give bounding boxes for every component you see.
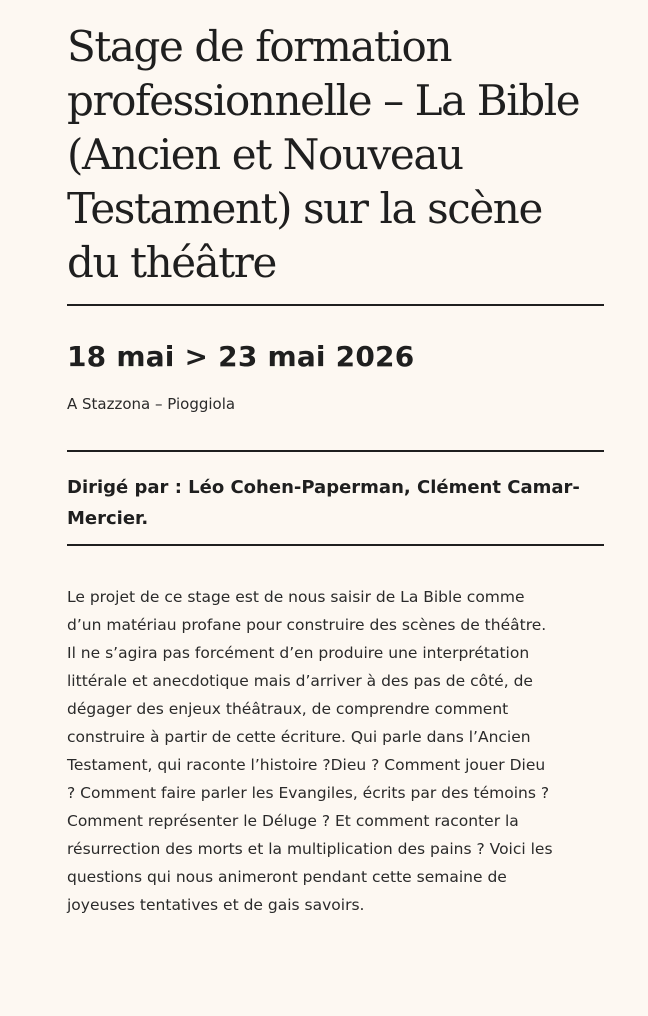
event-dates: 18 mai > 23 mai 2026 — [67, 340, 415, 373]
event-page — [67, 0, 604, 919]
venue-divider — [67, 450, 604, 452]
director-divider — [67, 544, 604, 546]
title-divider — [67, 304, 604, 306]
event-director: Dirigé par : Léo Cohen-Paperman, Clément Camar-Mercier. — [67, 477, 580, 529]
event-venue: A Stazzona – Pioggiola — [67, 395, 236, 413]
page-title: Stage de formation professionnelle – La Bible (Ancien et Nouveau Testament) sur la scène du théâtre — [67, 22, 580, 287]
event-description: Le projet de ce stage est de nous saisir de La Bible comme d’un matériau profane pour construire des scènes de théâtre. Il ne s’agira pas forcément d’en produire une interprétation littérale et anecdotique mais d’arriver à des pas de côté, de dégager des enjeux théâtraux, de comprendre comment construire à partir de cette écriture. Qui parle dans l’Ancien Testament, qui raconte l’histoire ?Dieu ? Comment jouer Dieu ? Comment faire parler les Evangiles, écrits par des témoins ? Comment représenter le Déluge ? Et comment raconter la résurrection des morts et la multiplication des pains ? Voici les questions qui nous animeront pendant cette semaine de joyeuses tentatives et de gais savoirs. — [67, 588, 553, 914]
